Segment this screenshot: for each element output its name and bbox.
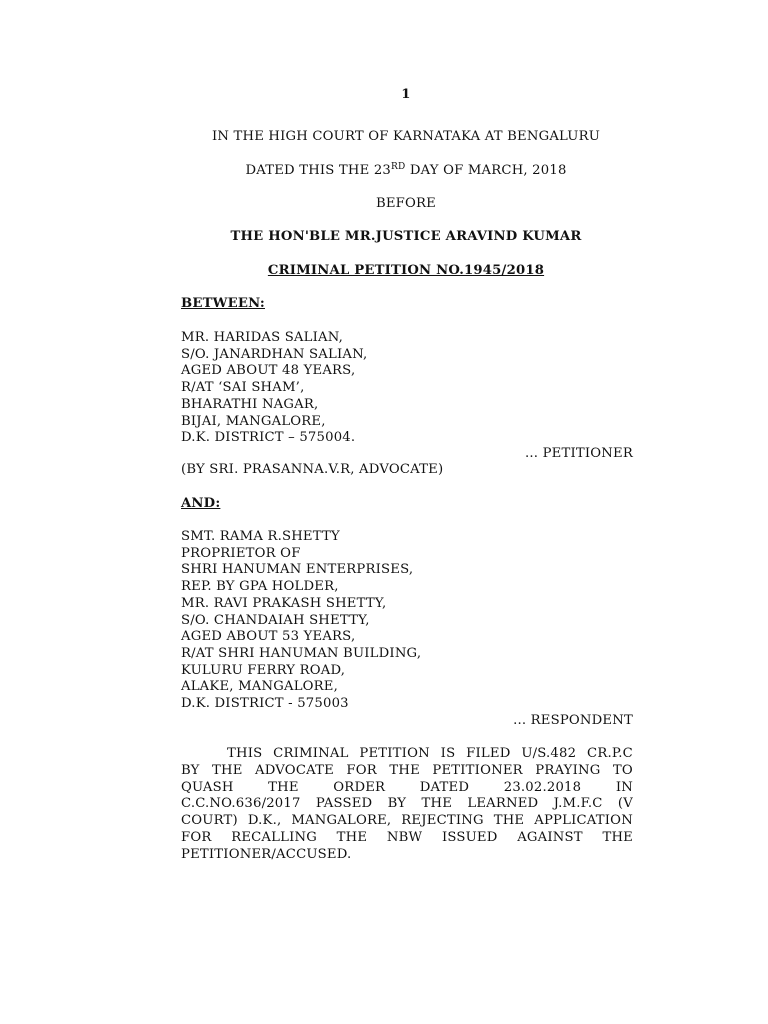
dated-suffix: DAY OF MARCH, 2018 xyxy=(405,163,567,178)
and-label: AND: xyxy=(181,496,221,511)
judge-name: THE HON'BLE MR.JUSTICE ARAVIND KUMAR xyxy=(230,229,582,244)
paragraph-word: THIS xyxy=(227,746,263,761)
paragraph-word: PASSED xyxy=(315,796,373,812)
paragraph-word: D.K., xyxy=(247,813,282,829)
paragraph-line xyxy=(181,796,633,813)
paragraph-word: PRAYING xyxy=(535,762,601,778)
respondent-address-line: SMT. RAMA R.SHETTY xyxy=(181,529,340,544)
respondent-address-line: D.K. DISTRICT - 575003 xyxy=(181,696,349,711)
paragraph-word: BY xyxy=(387,796,407,812)
paragraph-word: IS xyxy=(440,746,456,761)
paragraph-word: IN xyxy=(615,779,633,795)
paragraph-line xyxy=(181,763,633,780)
paragraph-line xyxy=(181,813,633,830)
paragraph-word: THE xyxy=(602,829,633,845)
paragraph-line xyxy=(181,780,633,797)
petitioner-address-line: MR. HARIDAS SALIAN, xyxy=(181,330,344,345)
petitioner-address-line: D.K. DISTRICT – 575004. xyxy=(181,430,356,446)
between-label: BETWEEN: xyxy=(181,296,265,311)
paragraph-word: 23.02.2018 xyxy=(503,779,582,795)
paragraph-word: NBW xyxy=(386,829,423,845)
paragraph-word: COURT) xyxy=(181,813,238,829)
paragraph-word: U/S.482 xyxy=(521,746,577,761)
respondent-role: ... RESPONDENT xyxy=(513,713,633,728)
respondent-address-line: S/O. CHANDAIAH SHETTY, xyxy=(181,612,370,628)
petitioner-address-line: R/AT ‘SAI SHAM’, xyxy=(181,380,305,396)
paragraph-word: THE xyxy=(336,829,368,845)
petitioner-address-line: BHARATHI NAGAR, xyxy=(181,396,319,412)
respondent-address-line: PROPRIETOR OF xyxy=(181,545,301,561)
case-title-text: CRIMINAL PETITION NO.1945/2018 xyxy=(267,263,545,278)
paragraph-word: CR.P.C xyxy=(587,746,633,761)
paragraph-word: DATED xyxy=(419,779,470,795)
paragraph-word: BY xyxy=(181,762,200,778)
paragraph-word: ORDER xyxy=(333,779,386,795)
paragraph-word: THE xyxy=(212,762,243,778)
page-number: 1 xyxy=(401,87,411,102)
paragraph-word: TO xyxy=(612,762,633,778)
paragraph-word: FILED xyxy=(466,746,511,761)
paragraph-word: CRIMINAL xyxy=(273,746,349,761)
paragraph-word: PETITIONER/ACCUSED. xyxy=(181,846,352,862)
paragraph-word: J.M.F.C xyxy=(553,796,603,812)
paragraph-word: QUASH xyxy=(181,779,234,795)
respondent-address-line: ALAKE, MANGALORE, xyxy=(181,679,339,695)
paragraph-word: REJECTING xyxy=(401,813,484,829)
paragraph-word: APPLICATION xyxy=(534,813,633,829)
respondent-address-line: SHRI HANUMAN ENTERPRISES, xyxy=(181,562,414,578)
respondent-address-line: REP. BY GPA HOLDER, xyxy=(181,579,339,595)
paragraph-word: AGAINST xyxy=(517,829,583,845)
paragraph-word: FOR xyxy=(181,829,212,845)
court-name: IN THE HIGH COURT OF KARNATAKA AT BENGALURU xyxy=(211,129,601,144)
paragraph-line xyxy=(181,847,633,864)
respondent-address-line: KULURU FERRY ROAD, xyxy=(181,662,346,678)
paragraph-word: THE xyxy=(421,796,453,812)
petitioner-role: ... PETITIONER xyxy=(525,446,633,461)
paragraph-word: MANGALORE, xyxy=(291,813,392,829)
paragraph-word: FOR xyxy=(346,762,377,778)
case-title xyxy=(0,263,768,280)
paragraph-line xyxy=(181,830,633,847)
paragraph-word: ISSUED xyxy=(441,829,498,845)
respondent-address-line: AGED ABOUT 53 YEARS, xyxy=(181,629,356,645)
paragraph-word: ADVOCATE xyxy=(255,762,334,778)
paragraph-word: THE xyxy=(268,779,299,795)
paragraph-word: LEARNED xyxy=(467,796,539,812)
respondent-address-line: MR. RAVI PRAKASH SHETTY, xyxy=(181,595,387,611)
paragraph-word: PETITION xyxy=(359,746,430,761)
petitioner-counsel: (BY SRI. PRASANNA.V.R, ADVOCATE) xyxy=(181,462,444,477)
paragraph-word: THE xyxy=(389,762,420,778)
paragraph-word: PETITIONER xyxy=(432,762,523,778)
before-label: BEFORE xyxy=(375,196,437,211)
respondent-address-line: R/AT SHRI HANUMAN BUILDING, xyxy=(181,645,422,661)
paragraph-word: (V xyxy=(617,796,633,812)
dated-line xyxy=(0,163,768,180)
dated-prefix: DATED THIS THE 23 xyxy=(245,163,392,178)
paragraph-word: THE xyxy=(493,813,525,829)
paragraph-word: RECALLING xyxy=(231,829,317,845)
petition-paragraph xyxy=(181,746,633,864)
petitioner-address-line: S/O. JANARDHAN SALIAN, xyxy=(181,346,368,362)
paragraph-word: C.C.NO.636/2017 xyxy=(181,796,301,812)
petitioner-address-line: AGED ABOUT 48 YEARS, xyxy=(181,363,356,379)
paragraph-line xyxy=(181,746,633,763)
petitioner-address-line: BIJAI, MANGALORE, xyxy=(181,413,326,429)
dated-superscript: RD xyxy=(391,162,406,172)
